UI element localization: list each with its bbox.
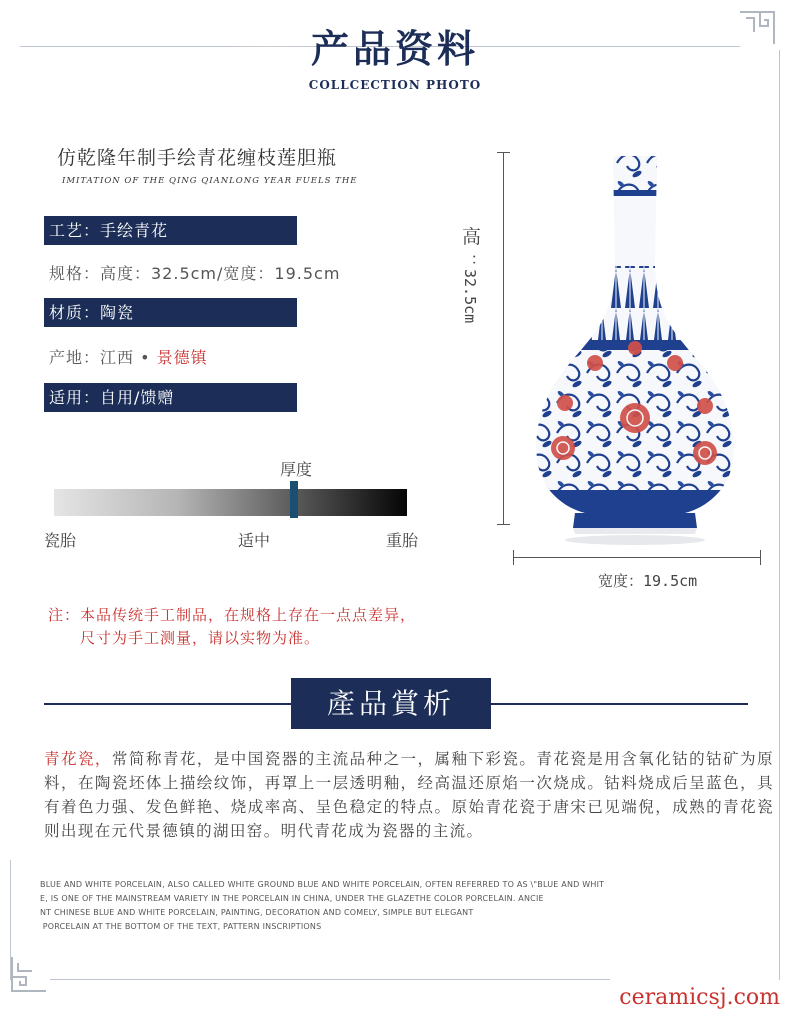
spec-material: 材质：陶瓷 xyxy=(44,298,297,327)
vase-image xyxy=(525,148,745,548)
height-label: 高 xyxy=(462,226,482,248)
spec-craft: 工艺：手绘青花 xyxy=(44,216,297,245)
spec-size: 规格：高度：32.5cm/宽度：19.5cm xyxy=(49,264,341,283)
height-dim-cap-top xyxy=(497,152,510,153)
spec-origin-city: 景德镇 xyxy=(156,348,208,367)
section-title: 產品賞析 xyxy=(291,678,491,729)
intro-en-line: E, IS ONE OF THE MAINSTREAM VARIETY IN THE PORCELAIN IN CHINA, UNDER THE GLAZETHE COLOR PORCELAIN. ANCIE xyxy=(40,894,544,903)
frame-bottom-line xyxy=(50,979,610,980)
intro-en-line: PORCELAIN AT THE BOTTOM OF THE TEXT, PATTERN INSCRIPTIONS xyxy=(40,922,322,931)
thickness-right-label: 重胎 xyxy=(386,531,419,550)
page-subtitle: COLLCECTION PHOTO xyxy=(308,78,482,92)
intro-body: 常简称青花，是中国瓷器的主流品种之一，属釉下彩瓷。青花瓷是用含氧化钴的钴矿为原料，在陶瓷坯体上描绘纹饰，再罩上一层透明釉，经高温还原焰一次烧成。钴料烧成后呈蓝色，具有着色力强、发色鲜艳、烧成率高、呈色稳定的特点。原始青花瓷于唐宋已见端倪，成熟的青花瓷则出现在元代景德镇的湖田窑。明代青花成为瓷器的主流。 xyxy=(44,750,774,840)
height-dim-line xyxy=(503,152,504,525)
thickness-marker xyxy=(290,481,298,518)
product-name: 仿乾隆年制手绘青花缠枝莲胆瓶 xyxy=(57,147,338,169)
site-watermark[interactable]: ceramicsj.com xyxy=(619,985,780,1010)
intro-highlight: 青花瓷， xyxy=(44,750,112,768)
thickness-left-label: 瓷胎 xyxy=(44,531,77,550)
thickness-middle-label: 适中 xyxy=(238,531,271,550)
intro-paragraph xyxy=(44,747,774,843)
height-dim-cap-bottom xyxy=(497,524,510,525)
thickness-title: 厚度 xyxy=(280,460,313,479)
intro-en-line: NT CHINESE BLUE AND WHITE PORCELAIN, PAINTING, DECORATION AND COMELY, SIMPLE BUT ELEGANT xyxy=(40,908,474,917)
spec-origin-label: 产地：江西 • xyxy=(49,348,151,367)
width-dim-cap-left xyxy=(513,550,514,565)
intro-en-line: BLUE AND WHITE PORCELAIN, ALSO CALLED WHITE GROUND BLUE AND WHITE PORCELAIN, OFTEN REFERRED TO AS \"BLUE AND WHIT xyxy=(40,880,605,889)
fret-corner-bottom-left-icon xyxy=(8,955,48,995)
page-title: 产品资料 xyxy=(310,26,479,71)
height-value: ：32.5cm xyxy=(461,254,479,324)
thickness-gradient-bar xyxy=(54,489,407,516)
note-line-1: 注：本品传统手工制品，在规格上存在一点点差异， xyxy=(48,606,417,624)
product-name-en: IMITATION OF THE QING QIANLONG YEAR FUELS THE xyxy=(62,176,358,186)
spec-use: 适用：自用/馈赠 xyxy=(44,383,297,412)
intro-paragraph-en xyxy=(40,878,720,934)
spec-origin xyxy=(49,345,208,368)
section-line-right xyxy=(491,703,748,705)
width-dim-cap-right xyxy=(760,550,761,565)
frame-right-line xyxy=(779,50,780,980)
width-label: 宽度：19.5cm xyxy=(598,572,698,590)
width-dim-line xyxy=(513,557,761,558)
note-line-2: 尺寸为手工测量，请以实物为准。 xyxy=(80,629,321,647)
section-line-left xyxy=(44,703,291,705)
